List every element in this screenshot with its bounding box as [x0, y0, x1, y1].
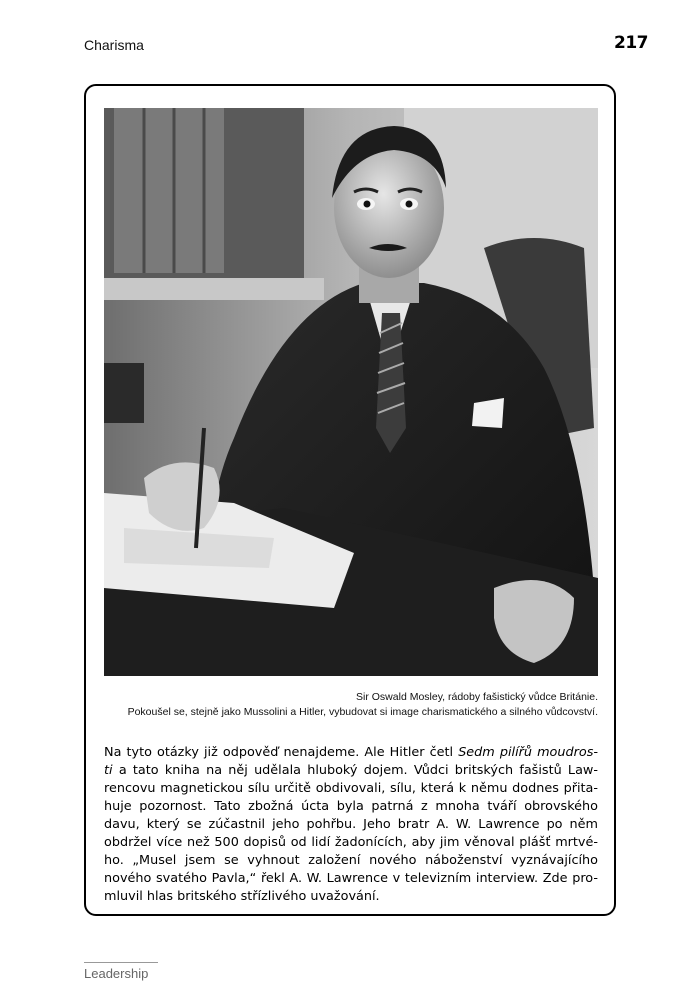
- body-text-segment: a tato kniha na něj udělala hluboký dojem. Vůdci britských fašistů Law-: [112, 763, 598, 778]
- portrait-illustration: [104, 108, 598, 676]
- page-number: 217: [614, 33, 648, 53]
- body-line-6: obdržel více než 500 dopisů od lidí žadonících, aby jim věnoval plášť mrtvé-: [104, 835, 598, 850]
- caption-line-1: Sir Oswald Mosley, rádoby fašistický vůdce Británie.: [356, 691, 598, 703]
- portrait-photo: [104, 108, 598, 676]
- body-line-3: rencovu magnetickou sílu určitě obdivovali, sílu, která k němu dodnes přita-: [104, 781, 598, 796]
- body-line-9: mluvil hlas britského střízlivého uvažování.: [104, 889, 380, 904]
- body-line-8: nového svatého Pavla,“ řekl A. W. Lawrence v televizním interview. Zde pro-: [104, 871, 598, 886]
- footer-label: Leadership: [84, 966, 149, 981]
- book-title-italic: Sedm pilířů moudros-: [458, 745, 598, 760]
- footer-divider: [84, 962, 158, 963]
- body-line-2: [104, 762, 598, 780]
- body-line-1: [104, 744, 598, 762]
- body-line-7: ho. „Musel jsem se vyhnout založení nového náboženství vyznávajícího: [104, 853, 598, 868]
- body-paragraph: [104, 744, 598, 906]
- body-line-4: huje pozornost. Tato zbožná úcta byla patrná z mnoha tváří obrovského: [104, 799, 598, 814]
- body-line-5: davu, který se zúčastnil jeho pohřbu. Jeho bratr A. W. Lawrence po něm: [104, 817, 598, 832]
- body-text-segment: Na tyto otázky již odpověď nenajdeme. Ale Hitler četl: [104, 745, 459, 760]
- book-title-italic: ti: [104, 763, 113, 778]
- running-title: Charisma: [84, 37, 144, 53]
- photo-caption: [78, 690, 598, 720]
- caption-line-2: Pokoušel se, stejně jako Mussolini a Hitler, vybudovat si image charismatického a silného vůdcovství.: [127, 706, 598, 718]
